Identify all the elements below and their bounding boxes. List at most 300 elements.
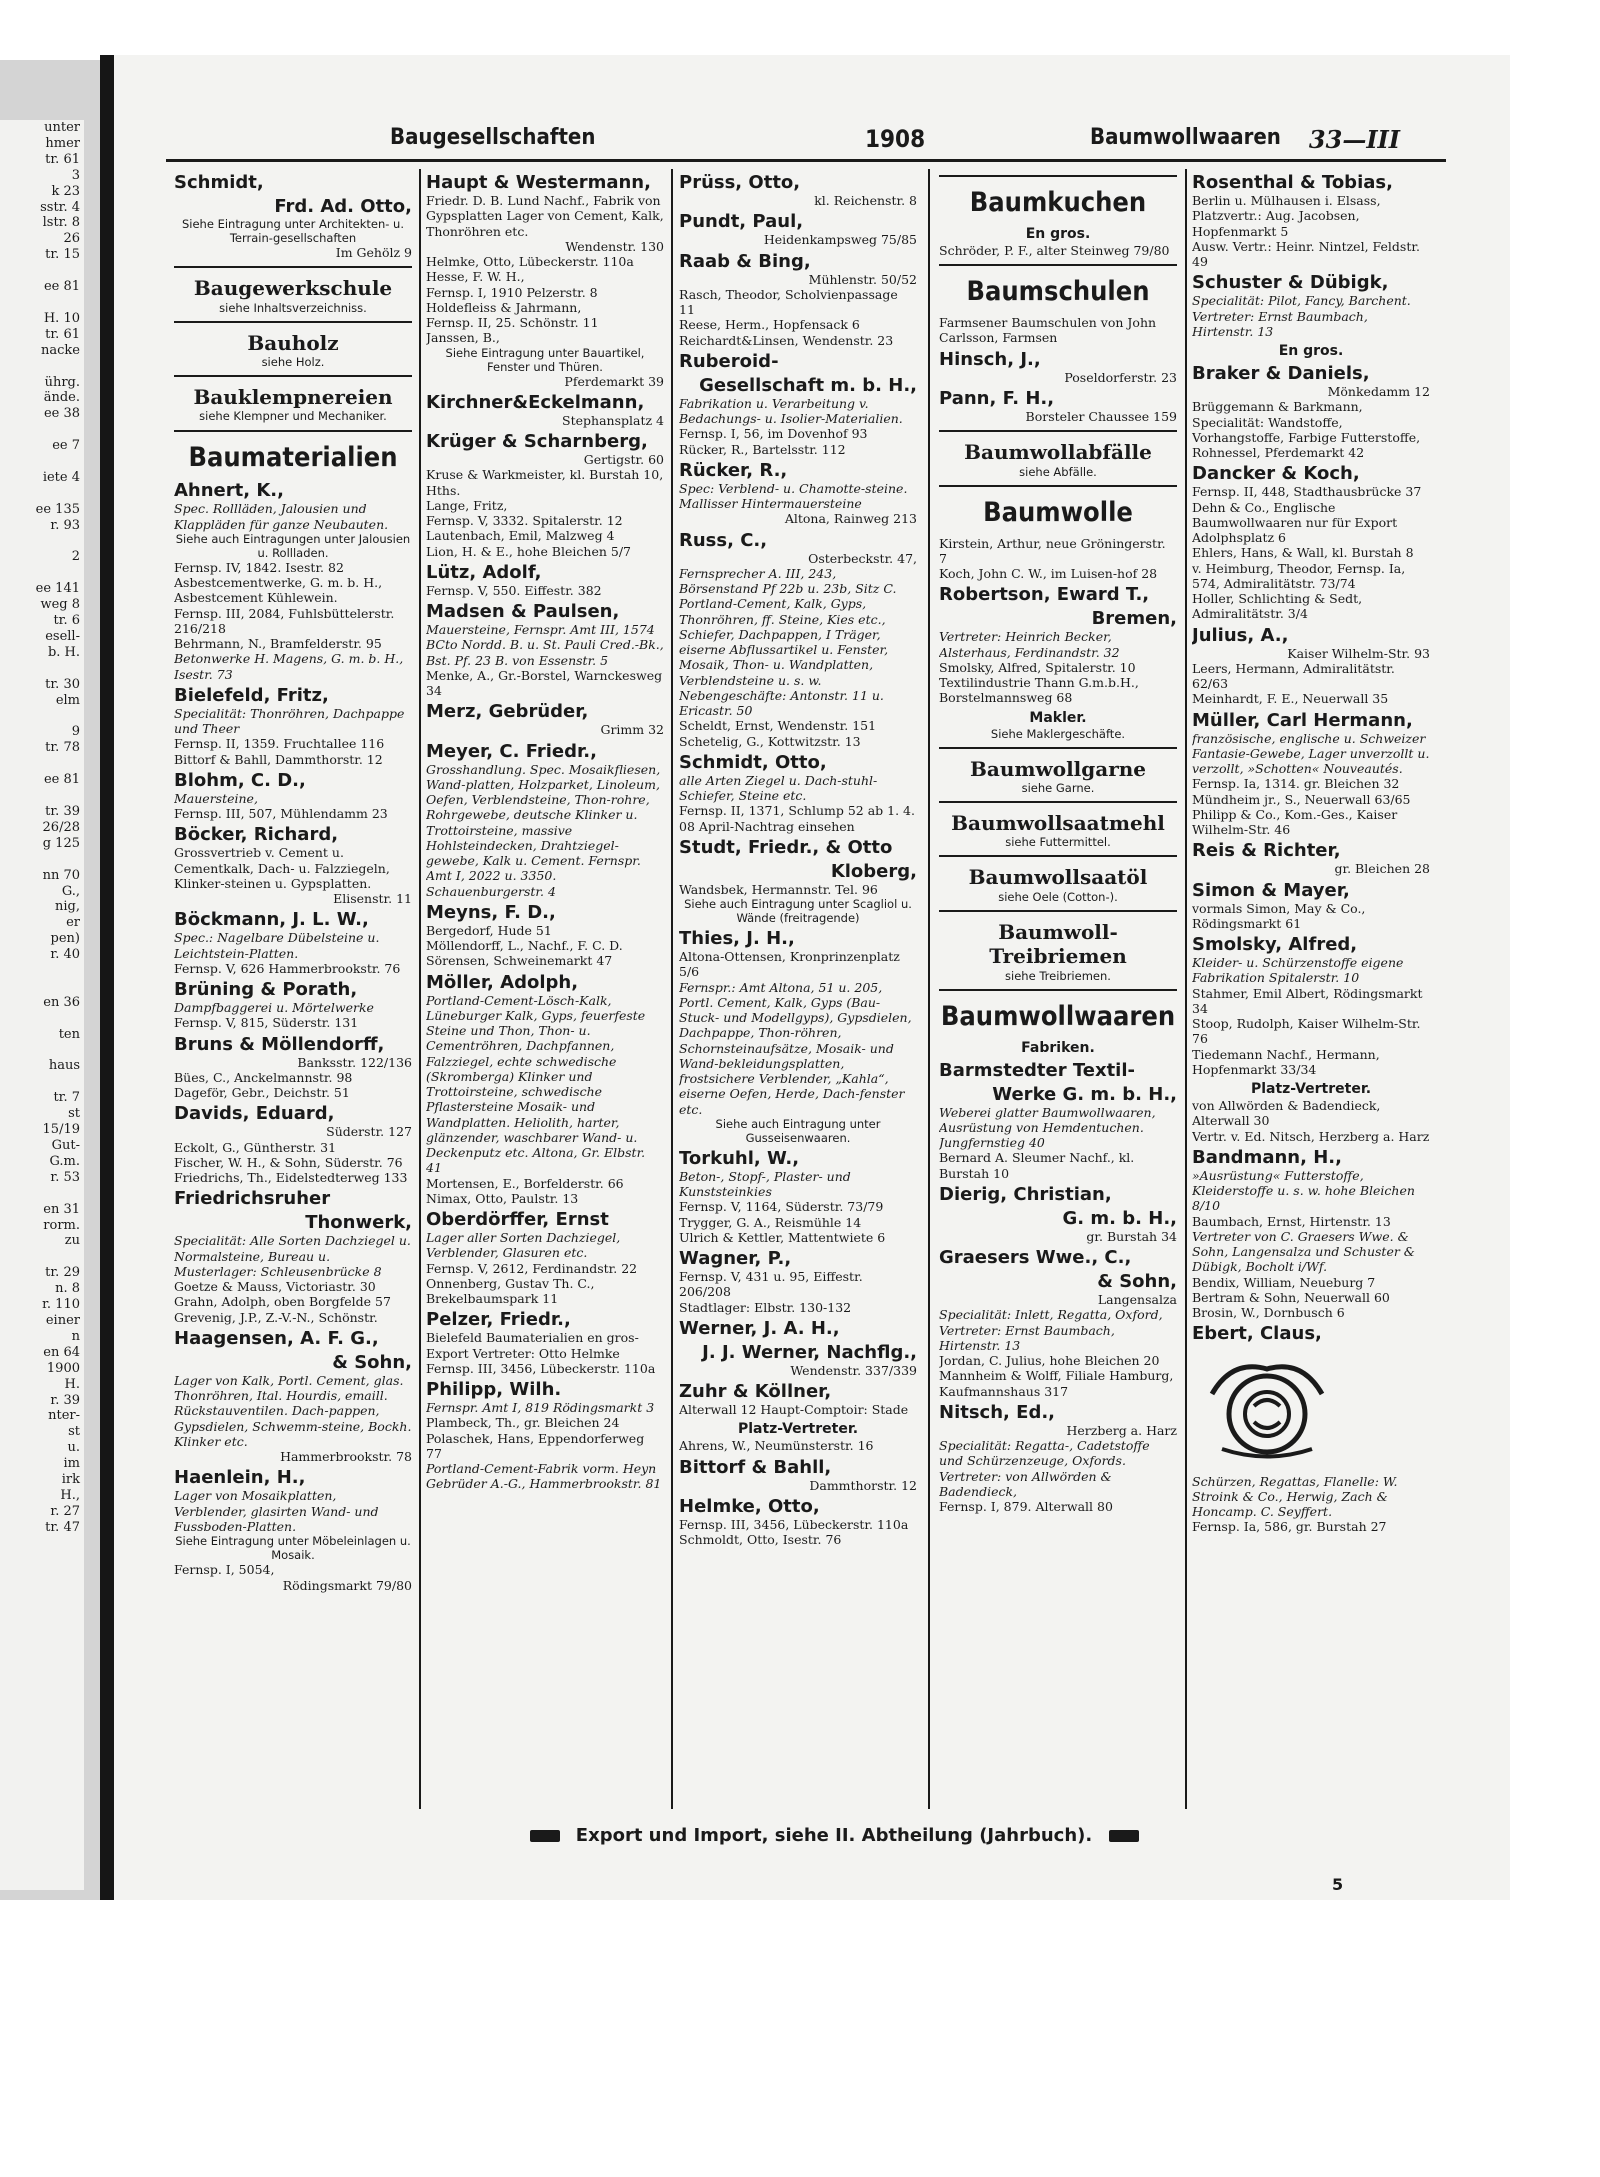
entry-text: vormals Simon, May & Co., Rödingsmarkt 61 (1192, 900, 1366, 931)
entry-text: Siehe auch Eintragung unter Scagliol u. Wände (freitragende) (684, 897, 912, 926)
margin-line: H., (60, 1487, 80, 1503)
margin-line (0, 295, 80, 311)
margin-line (0, 661, 80, 677)
firm-name: Kirchner&Eckelmann, (426, 391, 645, 413)
firm-name: Robertson, Eward T., (939, 584, 1150, 606)
entry-text: Spec: Verblend- u. Chamotte-steine. Mallisser Hintermauersteine (679, 480, 908, 511)
major-section-heading: Baumwolle (983, 496, 1133, 528)
entry-text: Fernsp. V, 1164, Süderstr. 73/79 (679, 1199, 884, 1215)
entry-text: Wendenstr. 130 (565, 238, 664, 254)
margin-line: en 36 (43, 994, 80, 1010)
firm-name-continued: Thonwerk, (305, 1212, 412, 1234)
entry-text: Leers, Hermann, Admiralitätstr. 62/63 (1192, 660, 1395, 692)
entry-text: Siehe Eintragung unter Architekten- u. Terrain-gesellschaften (181, 217, 404, 246)
firm-name: Meyer, C. Friedr., (426, 740, 597, 762)
column-5 (1192, 169, 1430, 1809)
entry-text: Altona-Ottensen, Kronprinzenplatz 5/6 (679, 949, 900, 980)
emblem-logo-icon (1192, 1354, 1342, 1464)
section-heading: Baumwollabfälle (964, 440, 1152, 465)
entry-text: Fernsp. V, 815, Süderstr. 131 (174, 1015, 359, 1031)
entry-text: Fernspr.: Amt Altona, 51 u. 205, Portl. Cement, Kalk, Gyps (Bau-Stuck- und Modellgyps), Gypsdielen, Dachpappe, Thon-röhren, Schornsteinaufsätze, Mosaik- und Wand-bekleidungsplatten, frostsichere Verblender, „Kahla“, eiserne Oefen, Herde, Dach-fenster etc. (679, 979, 912, 1117)
firm-name-continued: & Sohn, (332, 1351, 412, 1373)
section-rule (939, 175, 1177, 177)
column-1 (174, 169, 412, 1809)
firm-name: Philipp, Wilh. (426, 1379, 562, 1401)
margin-line: nacke (41, 342, 80, 358)
entry-text: Rücker, R., Bartelsstr. 112 (679, 441, 846, 457)
entry-text: Poseldorferstr. 23 (1064, 369, 1177, 385)
major-section-heading: Baumkuchen (969, 187, 1147, 218)
entry-text: Süderstr. 127 (326, 1124, 412, 1140)
entry-text: Lautenbach, Emil, Malzweg 4 (426, 528, 615, 544)
header-left: Baugesellschaften (390, 125, 596, 150)
section-heading: Bauklempnereien (193, 385, 393, 410)
margin-line: 15/19 (42, 1122, 80, 1138)
margin-line: ee 81 (43, 772, 80, 788)
entry-text: Mühlenstr. 50/52 (808, 271, 917, 287)
margin-line: tr. 30 (45, 676, 80, 692)
margin-line: sstr. 4 (40, 199, 80, 215)
page-footer (434, 1825, 1234, 1855)
firm-name-continued: Werke G. m. b. H., (992, 1083, 1177, 1105)
firm-name: Torkuhl, W., (679, 1147, 800, 1169)
entry-text: Grahn, Adolph, oben Borgfelde 57 (174, 1294, 391, 1310)
margin-line: r. 40 (50, 947, 80, 963)
margin-line: Gut- (51, 1138, 80, 1153)
entry-text: Im Gehölz 9 (335, 245, 412, 261)
subheading: Platz-Vertreter. (737, 1421, 859, 1438)
entry-text: Fernsp. Ia, 1314. gr. Bleichen 32 (1192, 776, 1400, 792)
entry-text: Brosin, W., Dornbusch 6 (1192, 1305, 1345, 1321)
margin-line: st (68, 1424, 80, 1440)
margin-line (0, 359, 80, 375)
header-rule (166, 159, 1446, 162)
margin-line: ee 141 (35, 581, 80, 597)
entry-text: Goetze & Mauss, Victoriastr. 30 (174, 1279, 376, 1295)
margin-line: er (66, 915, 80, 931)
entry-text: Weberei glatter Baumwollwaaren, Ausrüstung von Hemdentuchen. Jungfernstieg 40 (939, 1104, 1156, 1151)
section-rule (939, 855, 1177, 857)
header-year: 1908 (865, 125, 926, 153)
column-divider (928, 169, 930, 1809)
margin-line: ührg. (44, 374, 80, 390)
entry-text: Mauersteine, (174, 790, 258, 806)
firm-name-continued: Frd. Ad. Otto, (274, 196, 412, 217)
entry-text: Bües, C., Anckelmannstr. 98 (174, 1069, 353, 1085)
margin-line: tr. 39 (45, 803, 80, 819)
entry-text: Berlin u. Mülhausen i. Elsass, Platzvertr.: Aug. Jacobsen, Hopfenmarkt 5 (1192, 193, 1381, 239)
firm-name-continued: G. m. b. H., (1062, 1207, 1177, 1229)
margin-line: ten (58, 1026, 80, 1042)
entry-text: Bielefeld Baumaterialien en gros-Export Vertreter: Otto Helmke (426, 1330, 639, 1361)
entry-text: Fernsp. II, 1371, Schlump 52 ab 1. 4. 08 April-Nachtrag einsehen (679, 803, 915, 834)
firm-name: Thies, J. H., (679, 928, 795, 950)
firm-name: Raab & Bing, (679, 250, 811, 272)
entry-text: Fernsp. II, 25. Schönstr. 11 (426, 315, 599, 330)
firm-name: Reis & Richter, (1192, 840, 1341, 862)
margin-line: nig, (55, 899, 80, 915)
margin-line (0, 709, 80, 725)
entry-text: Fernsp. I, 56, im Dovenhof 93 (679, 426, 868, 442)
subheading: Platz-Vertreter. (1250, 1081, 1372, 1098)
section-rule (174, 430, 412, 432)
entry-text: Kleider- u. Schürzenstoffe eigene Fabrikation Spitalerstr. 10 (1192, 955, 1404, 986)
entry-text: Bergedorf, Hude 51 (426, 922, 552, 938)
entry-text: Fernsp. II, 448, Stadthausbrücke 37 (1192, 484, 1422, 500)
firm-name: Böcker, Richard, (174, 824, 339, 846)
entry-text: Wandsbek, Hermannstr. Tel. 96 (679, 881, 878, 897)
entry-text: Friedr. D. B. Lund Nachf., Fabrik von Gypsplatten Lager von Cement, Kalk, Thonröhren etc. (426, 193, 664, 239)
entry-text: Fernspr. Amt I, 819 Rödingsmarkt 3 (426, 1400, 655, 1416)
margin-line: en 64 (43, 1344, 80, 1360)
firm-name: Dancker & Koch, (1192, 463, 1360, 485)
entry-text: Specialität: Inlett, Regatta, Oxford, Vertreter: Ernst Baumbach, Hirtenstr. 13 (939, 1307, 1163, 1353)
margin-line: r. 39 (50, 1392, 80, 1408)
firm-name: Schmidt, Otto, (679, 751, 827, 773)
firm-name: Möller, Adolph, (426, 971, 579, 993)
margin-line: u. (67, 1440, 80, 1456)
footer-text: Export und Import, siehe II. Abtheilung (Jahrbuch). (575, 1825, 1093, 1846)
entry-text: Ehlers, Hans, & Wall, kl. Burstah 8 (1192, 545, 1414, 561)
entry-text: Stadtlager: Elbstr. 130-132 (679, 1299, 852, 1315)
margin-line: unter (44, 120, 80, 135)
margin-line: 26/28 (42, 819, 80, 835)
entry-text: Mortensen, E., Borfelderstr. 66 (426, 1175, 624, 1191)
entry-text: Tiedemann Nachf., Hermann, Hopfenmarkt 33/34 (1192, 1046, 1380, 1077)
entry-text: kl. Reichenstr. 8 (814, 193, 917, 208)
margin-line: 26 (63, 231, 80, 247)
entry-text: Scheldt, Ernst, Wendenstr. 151 (679, 718, 877, 734)
entry-text: Specialität: Thonröhren, Dachpappe und Theer (174, 705, 405, 737)
entry-text: französische, englische u. Schweizer Fantasie-Gewebe, Lager unverzollt u. verzollt, »Schotten« Nouveautés. (1192, 730, 1430, 777)
firm-name-continued: Gesellschaft m. b. H., (699, 374, 917, 396)
firm-name: Meyns, F. D., (426, 901, 556, 923)
firm-name: Pann, F. H., (939, 387, 1055, 409)
margin-line (0, 1249, 80, 1265)
entry-text: Vertr. v. Ed. Nitsch, Herzberg a. Harz (1192, 1128, 1430, 1144)
firm-name: Dierig, Christian, (939, 1183, 1112, 1205)
entry-text: Schürzen, Regattas, Flanelle: W. Stroink & Co., Herwig, Zach & Honcamp. C. Seyffert. (1192, 1473, 1398, 1520)
margin-line: tr. 47 (45, 1519, 80, 1535)
section-rule (174, 266, 412, 268)
entry-text: Grossvertrieb v. Cement u. Cementkalk, Dach- u. Falzziegeln, Klinker-steinen u. Gypsplatten. (174, 845, 390, 891)
entry-text: Dageför, Gebr., Deichstr. 51 (174, 1085, 350, 1101)
column-3 (679, 169, 917, 1809)
entry-text: Möllendorff, L., Nachf., F. C. D. Sörensen, Schweinemarkt 47 (426, 938, 623, 969)
entry-text: Holdefleiss & Jahrmann, (426, 299, 582, 315)
entry-text: von Allwörden & Badendieck, Alterwall 30 (1192, 1098, 1381, 1129)
entry-text: Herzberg a. Harz (1066, 1422, 1177, 1438)
firm-name: Friedrichsruher (174, 1188, 331, 1210)
firm-name: Pelzer, Friedr., (426, 1309, 571, 1331)
margin-line: G., (61, 883, 80, 899)
entry-text: Lager aller Sorten Dachziegel, Verblender, Glasuren etc. (426, 1230, 621, 1261)
margin-line: tr. 7 (53, 1090, 80, 1106)
entry-text: Stoop, Rudolph, Kaiser Wilhelm-Str. 76 (1192, 1016, 1421, 1047)
entry-text: Wendenstr. 337/339 (790, 1362, 917, 1378)
firm-name: Blohm, C. D., (174, 769, 306, 791)
entry-text: Bertram & Sohn, Neuerwall 60 (1192, 1289, 1390, 1305)
entry-text: Mönkedamm 12 (1327, 384, 1430, 400)
margin-line: nn 70 (42, 867, 80, 883)
section-rule (174, 375, 412, 377)
margin-line: ee 135 (35, 501, 80, 517)
entry-text: Siehe Maklergeschäfte. (990, 726, 1126, 741)
firm-name-continued: J. J. Werner, Nachflg., (702, 1341, 917, 1363)
column-4 (939, 169, 1177, 1809)
margin-line: r. 53 (50, 1169, 80, 1185)
entry-text: Grosshandlung. Spec. Mosaikfliesen, Wand-platten, Holzparket, Linoleum, Oefen, Verblendsteine, Thon-rohre, Rohrgewebe, deutsche Klinker u. Trottoirsteine, massive Hohlsteindecken, Drahtziegel-gewebe, Kalk u. Cement. Fernspr. Amt I, 2022 u. 3350. Schauenburgerstr. 4 (426, 761, 661, 899)
firm-name: Nitsch, Ed., (939, 1401, 1055, 1423)
margin-line: en 31 (43, 1201, 80, 1217)
entry-text: Specialität: Alle Sorten Dachziegel u. Normalsteine, Bureau u. Musterlager: Schleusenbrücke 8 (174, 1233, 411, 1279)
firm-name: Bielefeld, Fritz, (174, 684, 329, 706)
margin-line (0, 1043, 80, 1059)
entry-text: Brüggemann & Barkmann, Specialität: Wandstoffe, Vorhangstoffe, Farbige Futterstoffe, Rohnessel, Pferdemarkt 42 (1192, 399, 1421, 461)
entry-text: Eckolt, G., Güntherstr. 31 (174, 1139, 337, 1155)
entry-text: Holler, Schlichting & Sedt, Admiralitätstr. 3/4 (1192, 591, 1363, 622)
margin-line (0, 1011, 80, 1027)
firm-name: Wagner, P., (679, 1248, 792, 1270)
entry-text: Betonwerke H. Magens, G. m. b. H., Isestr. 73 (174, 651, 404, 682)
margin-line: b. H. (47, 644, 80, 660)
entry-text: Beton-, Stopf-, Plaster- und Kunststeinkies (679, 1168, 851, 1200)
major-section-heading: Baumwollwaaren (940, 1000, 1176, 1032)
firm-name: Julius, A., (1192, 624, 1289, 646)
entry-text: Fernsp. III, 507, Mühlendamm 23 (174, 806, 388, 822)
entry-text: Gertigstr. 60 (583, 452, 664, 468)
firm-name: Braker & Daniels, (1192, 363, 1370, 385)
firm-name: Hinsch, J., (939, 348, 1041, 370)
entry-text: Pferdemarkt 39 (564, 373, 664, 389)
margin-line: iete 4 (42, 469, 80, 485)
margin-line (0, 963, 80, 979)
firm-name: Müller, Carl Hermann, (1192, 709, 1413, 731)
column-divider (419, 169, 421, 1809)
entry-text: Lager von Mosaikplatten, Verblender, glasirten Wand- und Fussboden-Platten. (174, 1488, 379, 1534)
entry-text: Friedrichs, Th., Eidelstedterweg 133 (174, 1170, 408, 1186)
entry-text: Fernsp. V, 431 u. 95, Eiffestr. 206/208 (679, 1269, 863, 1300)
firm-name: Russ, C., (679, 529, 768, 551)
subheading: En gros. (1025, 225, 1091, 242)
margin-line (0, 534, 80, 550)
margin-line (0, 1074, 80, 1090)
entry-text: Janssen, B., (426, 330, 500, 346)
firm-name: Rosenthal & Tobias, (1192, 172, 1393, 193)
entry-text: Siehe auch Eintragungen unter Jalousien u. Rollladen. (175, 531, 411, 560)
firm-name: Schmidt, (174, 172, 264, 193)
entry-text: Vertreter: Heinrich Becker, Alsterhaus, Ferdinandstr. 32 (939, 629, 1120, 660)
entry-text: Koch, John C. W., im Luisen-hof 28 (939, 566, 1158, 582)
margin-line: nter- (48, 1408, 80, 1424)
margin-line (0, 756, 80, 772)
margin-line: tr. 61 (45, 326, 80, 342)
margin-line (0, 979, 80, 995)
entry-text: Alterwall 12 Haupt-Comptoir: Stade (679, 1402, 909, 1418)
entry-text: siehe Treibriemen. (1005, 968, 1111, 983)
entry-text: Siehe auch Eintragung unter Gusseisenwaaren. (715, 1116, 881, 1145)
firm-name: Schuster & Dübigk, (1192, 272, 1389, 294)
margin-line: rorm. (43, 1217, 80, 1233)
entry-text: Siehe Eintragung unter Bauartikel, Fenster und Thüren. (445, 345, 645, 374)
entry-text: Fernsp. III, 3456, Lübeckerstr. 110a (426, 1360, 656, 1376)
firm-name: Brüning & Porath, (174, 979, 358, 1001)
firm-name: Graesers Wwe., C., (939, 1247, 1132, 1269)
book-gutter (100, 55, 114, 1900)
entry-text: Dammthorstr. 12 (809, 1477, 917, 1493)
entry-text: Schmoldt, Otto, Isestr. 76 (679, 1532, 842, 1548)
entry-text: Bernard A. Sleumer Nachf., kl. Burstah 10 (939, 1150, 1135, 1181)
entry-text: Hesse, F. W. H., (426, 269, 525, 285)
entry-text: Smolsky, Alfred, Spitalerstr. 10 (939, 659, 1136, 675)
entry-text: Kaiser Wilhelm-Str. 93 (1287, 645, 1430, 661)
firm-name: Merz, Gebrüder, (426, 701, 589, 723)
margin-line: ände. (43, 390, 80, 406)
entry-text: Bittorf & Bahll, Dammthorstr. 12 (174, 751, 383, 767)
entry-text: Rödingsmarkt 79/80 (282, 1577, 412, 1593)
margin-line (0, 565, 80, 581)
margin-line: g 125 (42, 835, 80, 851)
firm-name: Haagensen, A. F. G., (174, 1327, 379, 1349)
entry-text: Vertreter von C. Graesers Wwe. & Sohn, Langensalza und Schuster & Dübigk, Bocholt i/Wf. (1192, 1228, 1415, 1275)
entry-text: Fischer, W. H., & Sohn, Süderstr. 76 (174, 1154, 403, 1170)
margin-line: pen) (50, 931, 80, 947)
margin-line: weg 8 (40, 597, 80, 613)
margin-line (0, 263, 80, 279)
entry-text: siehe Futtermittel. (1005, 835, 1111, 850)
entry-text: siehe Klempner und Mechaniker. (199, 409, 387, 424)
entry-text: Stephansplatz 4 (562, 412, 664, 428)
margin-line: haus (48, 1058, 80, 1074)
entry-text: Spec.: Nagelbare Dübelsteine u. Leichtstein-Platten. (174, 930, 380, 961)
section-heading: Baumwollsaatmehl (951, 811, 1165, 836)
firm-name: Pundt, Paul, (679, 211, 804, 233)
entry-text: Altona, Rainweg 213 (784, 511, 917, 527)
entry-text: Asbestcementwerke, G. m. b. H., Asbestcement Kühlewein. (174, 575, 383, 606)
firm-name: Krüger & Scharnberg, (426, 431, 648, 453)
entry-text: gr. Bleichen 28 (1334, 861, 1430, 877)
entry-text: Polaschek, Hans, Eppendorferweg 77 (426, 1430, 645, 1461)
entry-text: Kirstein, Arthur, neue Gröningerstr. 7 (939, 535, 1166, 566)
margin-line: 2 (71, 549, 80, 565)
firm-name: Barmstedter Textil- (939, 1059, 1135, 1081)
page-number: 5 (1332, 1875, 1344, 1894)
entry-text: siehe Oele (Cotton-). (998, 889, 1118, 904)
entry-text: Fernsprecher A. III, 243, Börsenstand Pf 22b u. 23b, Sitz C. Portland-Cement, Kalk, Gyps, Thonröhren, ff. Steine, Kies etc., Schiefer, Dachpappen, I Träger, eiserne Abflussartikel u. Fenster, Mosaik, Thon- u. Wandplatten, Verblendsteine u. s. w. Nebengeschäfte: Antonstr. 11 u. Ericastr. 50 (679, 565, 897, 718)
column-2 (426, 169, 664, 1809)
entry-text: Textilindustrie Thann G.m.b.H., Borstelmannsweg 68 (939, 675, 1139, 706)
firm-name: Davids, Eduard, (174, 1103, 335, 1125)
entry-text: v. Heimburg, Theodor, Fernsp. Ia, 574, Admiralitätstr. 73/74 (1192, 560, 1406, 591)
section-heading: Baumwollgarne (969, 756, 1147, 781)
firm-name-continued: Kloberg, (830, 860, 917, 882)
entry-text: Fernsp. IV, 1842. Isestr. 82 (174, 559, 344, 575)
entry-text: Behrmann, N., Bramfelderstr. 95 (174, 636, 382, 652)
header-page-number: 33—III (1308, 125, 1400, 154)
firm-name: Zuhr & Köllner, (679, 1381, 832, 1403)
firm-name: Haenlein, H., (174, 1467, 306, 1489)
entry-text: Heidenkampsweg 75/85 (763, 232, 917, 248)
entry-text: Grimm 32 (600, 722, 664, 738)
firm-name: Bittorf & Bahll, (679, 1456, 832, 1478)
firm-name-continued: & Sohn, (1097, 1271, 1177, 1293)
page-header (170, 125, 1400, 157)
margin-line: tr. 61 (45, 151, 80, 167)
previous-page-edge (0, 60, 100, 1900)
margin-line: r. 93 (50, 517, 80, 533)
entry-text: Lion, H. & E., hohe Bleichen 5/7 (426, 543, 631, 559)
section-rule (939, 747, 1177, 749)
entry-text: siehe Holz. (261, 355, 325, 370)
margin-line (0, 788, 80, 804)
entry-text: Mündheim jr., S., Neuerwall 63/65 (1192, 791, 1411, 807)
firm-name: Simon & Mayer, (1192, 879, 1350, 901)
entry-text: Hammerbrookstr. 78 (280, 1449, 412, 1465)
entry-text: Banksstr. 122/136 (297, 1054, 412, 1070)
section-rule (939, 910, 1177, 912)
firm-name: Haupt & Westermann, (426, 172, 651, 193)
section-rule (939, 430, 1177, 432)
major-section-heading: Baumaterialien (188, 441, 398, 473)
firm-name: Studt, Friedr., & Otto (679, 836, 893, 858)
margin-line: tr. 6 (53, 613, 80, 629)
margin-line (0, 454, 80, 470)
firm-name: Bruns & Möllendorff, (174, 1033, 385, 1055)
entry-text: Siehe Eintragung unter Möbeleinlagen u. Mosaik. (175, 1534, 411, 1563)
margin-line: r. 27 (50, 1503, 80, 1519)
entry-text: siehe Garne. (1021, 781, 1095, 796)
section-heading: Baumwollsaatöl (968, 865, 1148, 890)
entry-text: Portland-Cement-Fabrik vorm. Heyn Gebrüder A.-G., Hammerbrookstr. 81 (426, 1461, 662, 1492)
entry-text: Dehn & Co., Englische Baumwollwaaren nur für Export Adolphsplatz 6 (1192, 499, 1398, 546)
section-rule (939, 801, 1177, 803)
firm-name: Lütz, Adolf, (426, 561, 542, 583)
entry-text: Helmke, Otto, Lübeckerstr. 110a (426, 254, 634, 269)
entry-text: Borsteler Chaussee 159 (1025, 408, 1177, 424)
entry-text: Fernsp. V, 3332. Spitalerstr. 12 (426, 513, 623, 529)
section-rule (939, 989, 1177, 991)
margin-line: zu (64, 1233, 80, 1249)
entry-text: Onnenberg, Gustav Th. C., Brekelbaumspark 11 (426, 1275, 595, 1307)
margin-line: esell- (45, 629, 80, 644)
firm-name: Werner, J. A. H., (679, 1317, 840, 1339)
margin-line: ee 7 (52, 438, 80, 454)
entry-text: Schröder, P. F., alter Steinweg 79/80 (939, 243, 1170, 259)
entry-text: Stahmer, Emil Albert, Rödingsmarkt 34 (1192, 985, 1423, 1016)
entry-text: Ausw. Vertr.: Heinr. Nintzel, Feldstr. 49 (1192, 238, 1420, 269)
header-right: Baumwollwaaren (1090, 125, 1281, 150)
margin-line: 1900 (46, 1360, 80, 1376)
column-divider (671, 169, 673, 1809)
section-rule (174, 321, 412, 323)
entry-text: Lange, Fritz, (426, 497, 508, 513)
entry-text: siehe Abfälle. (1019, 464, 1097, 479)
section-heading: Baugewerkschule (193, 276, 393, 301)
entry-text: Fernsp. V, 626 Hammerbrookstr. 76 (174, 960, 401, 976)
entry-text: Fabrikation u. Verarbeitung v. Bedachungs- u. Isolier-Materialien. (679, 395, 903, 426)
firm-name: Madsen & Paulsen, (426, 601, 620, 623)
entry-text: Reese, Herm., Hopfensack 6 (679, 317, 860, 333)
entry-text: Ahrens, W., Neumünsterstr. 16 (679, 1438, 874, 1454)
entry-text: Nimax, Otto, Paulstr. 13 (426, 1190, 579, 1206)
entry-text: Meinhardt, F. E., Neuerwall 35 (1192, 691, 1389, 707)
entry-text: Fernsp. II, 1359. Fruchtallee 116 (174, 736, 385, 752)
margin-line (0, 486, 80, 502)
entry-text: Farmsener Baumschulen von John Carlsson, Farmsen (939, 315, 1157, 346)
margin-line: ee 81 (43, 279, 80, 295)
margin-line: H. (64, 1376, 80, 1392)
subheading: Fabriken. (1021, 1039, 1095, 1056)
